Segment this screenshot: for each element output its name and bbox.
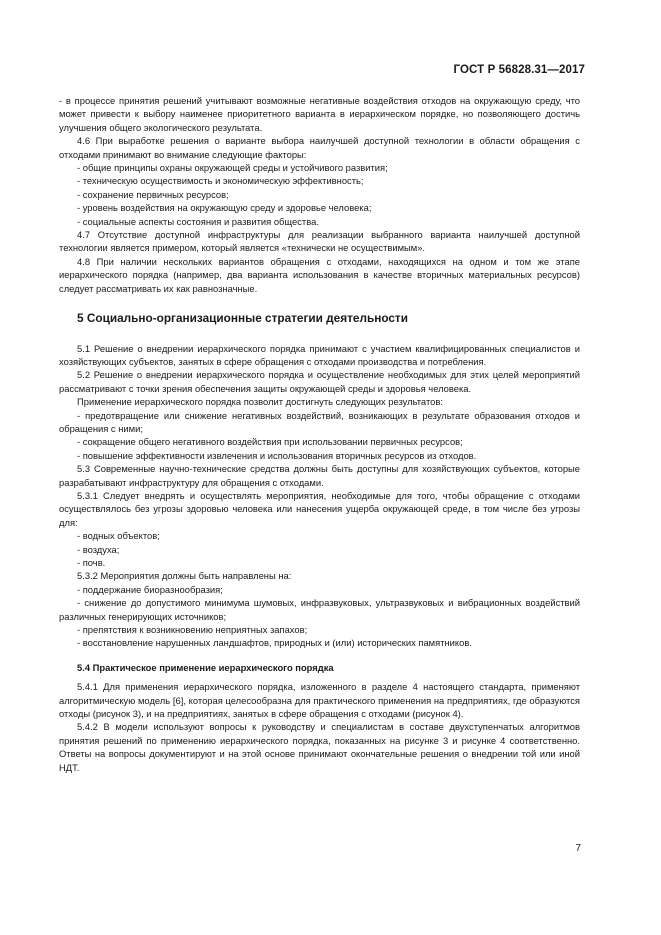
paragraph: - в процессе принятия решений учитывают возможные негативные воздействия отходов на окружающую среду, что может привести к выбору наименее приоритетного варианта в иерархическом порядке, но позволяющего достичь улучшения общего экологического результата.	[59, 95, 580, 133]
list-item: - общие принципы охраны окружающей среды и устойчивого развития;	[77, 162, 388, 174]
section-5-heading: 5 Социально-организационные стратегии деятельности	[77, 311, 408, 326]
paragraph-4-8: 4.8 При наличии нескольких вариантов обращения с отходами, находящихся на одном и том же этапе иерархического порядка (например, два варианта использования в качестве вторичных материальных ресурсов) следует рассматривать их как равнозначные.	[59, 255, 580, 294]
section-5-4-heading: 5.4 Практическое применение иерархического порядка	[77, 661, 334, 673]
list-item: - уровень воздействия на окружающую среду и здоровье человека;	[77, 202, 372, 214]
paragraph: Применение иерархического порядка позволит достигнуть следующих результатов:	[77, 396, 443, 408]
paragraph-5-4-1: 5.4.1 Для применения иерархического порядка, изложенного в разделе 4 настоящего стандарта, применяют алгоритмическую модель [6], которая целесообразна для практического применения на предприятиях, где образуются отходы (рисунок 3), и на предприятиях, занятых в сфере обращения с отходами (рисунок 4).	[59, 681, 580, 720]
paragraph-4-7: 4.7 Отсутствие доступной инфраструктуры для реализации выбранного варианта наилучшей доступной технологии является примером, который является «технически не осуществимым».	[59, 229, 580, 254]
list-item: - препятствия к возникновению неприятных запахов;	[77, 624, 308, 636]
list-item: - социальные аспекты состояния и развития общества.	[77, 215, 319, 227]
document-body	[59, 94, 580, 774]
paragraph-4-6: 4.6 При выработке решения о варианте выбора наилучшей доступной технологии в области обращения с отходами принимают во внимание следующие факторы:	[59, 135, 580, 160]
list-item: - снижение до допустимого минимума шумовых, инфразвуковых, ультразвуковых и вибрационных воздействий различных генерирующих источников;	[59, 597, 580, 622]
list-item: - повышение эффективности извлечения и использования вторичных ресурсов из отходов.	[77, 449, 477, 461]
list-item: - предотвращение или снижение негативных воздействий, возникающих в результате образования отходов и обращения с ними;	[59, 409, 580, 434]
paragraph-5-3-2: 5.3.2 Мероприятия должны быть направлены на:	[77, 570, 292, 582]
list-item: - техническую осуществимость и экономическую эффективность;	[77, 175, 364, 187]
paragraph-5-3-1: 5.3.1 Следует внедрять и осуществлять мероприятия, необходимые для того, чтобы обращение с отходами осуществлялось без угрозы здоровью человека или нанесения ущерба окружающей среде, в том числе без угрозы для:	[59, 489, 580, 528]
paragraph-5-2: 5.2 Решение о внедрении иерархического порядка и осуществление необходимых для этих целей мероприятий рассматривают с точки зрения обеспечения защиты окружающей среды и здоровья человека.	[59, 369, 580, 394]
paragraph-5-3: 5.3 Современные научно-технические средства должны быть доступны для хозяйствующих субъектов, которые разрабатывают инфраструктуру для обращения с отходами.	[59, 463, 580, 488]
paragraph-5-4-2: 5.4.2 В модели используют вопросы к руководству и специалистам в составе двухступенчатых алгоритмов принятия решений по применению иерархического порядка, показанных на рисунке 3 и рисунке 4 соответственно. Ответы на вопросы документируют и на этой основе принимают окончательные решения о внедрении той или иной НДТ.	[59, 721, 580, 773]
list-item: - сокращение общего негативного воздействия при использовании первичных ресурсов;	[77, 436, 463, 448]
list-item: - воздуха;	[77, 543, 120, 555]
paragraph-5-1: 5.1 Решение о внедрении иерархического порядка принимают с участием квалифицированных специалистов и хозяйствующих субъектов, занятых в сфере обращения с отходами производства и потребления.	[59, 342, 580, 367]
list-item: - сохранение первичных ресурсов;	[77, 188, 229, 200]
list-item: - восстановление нарушенных ландшафтов, природных и (или) исторических памятников.	[77, 637, 472, 649]
page-number: 7	[575, 843, 581, 854]
list-item: - почв.	[77, 557, 106, 568]
document-header-id: ГОСТ Р 56828.31—2017	[453, 64, 585, 76]
list-item: - поддержание биоразнообразия;	[77, 583, 223, 595]
list-item: - водных объектов;	[77, 530, 160, 542]
